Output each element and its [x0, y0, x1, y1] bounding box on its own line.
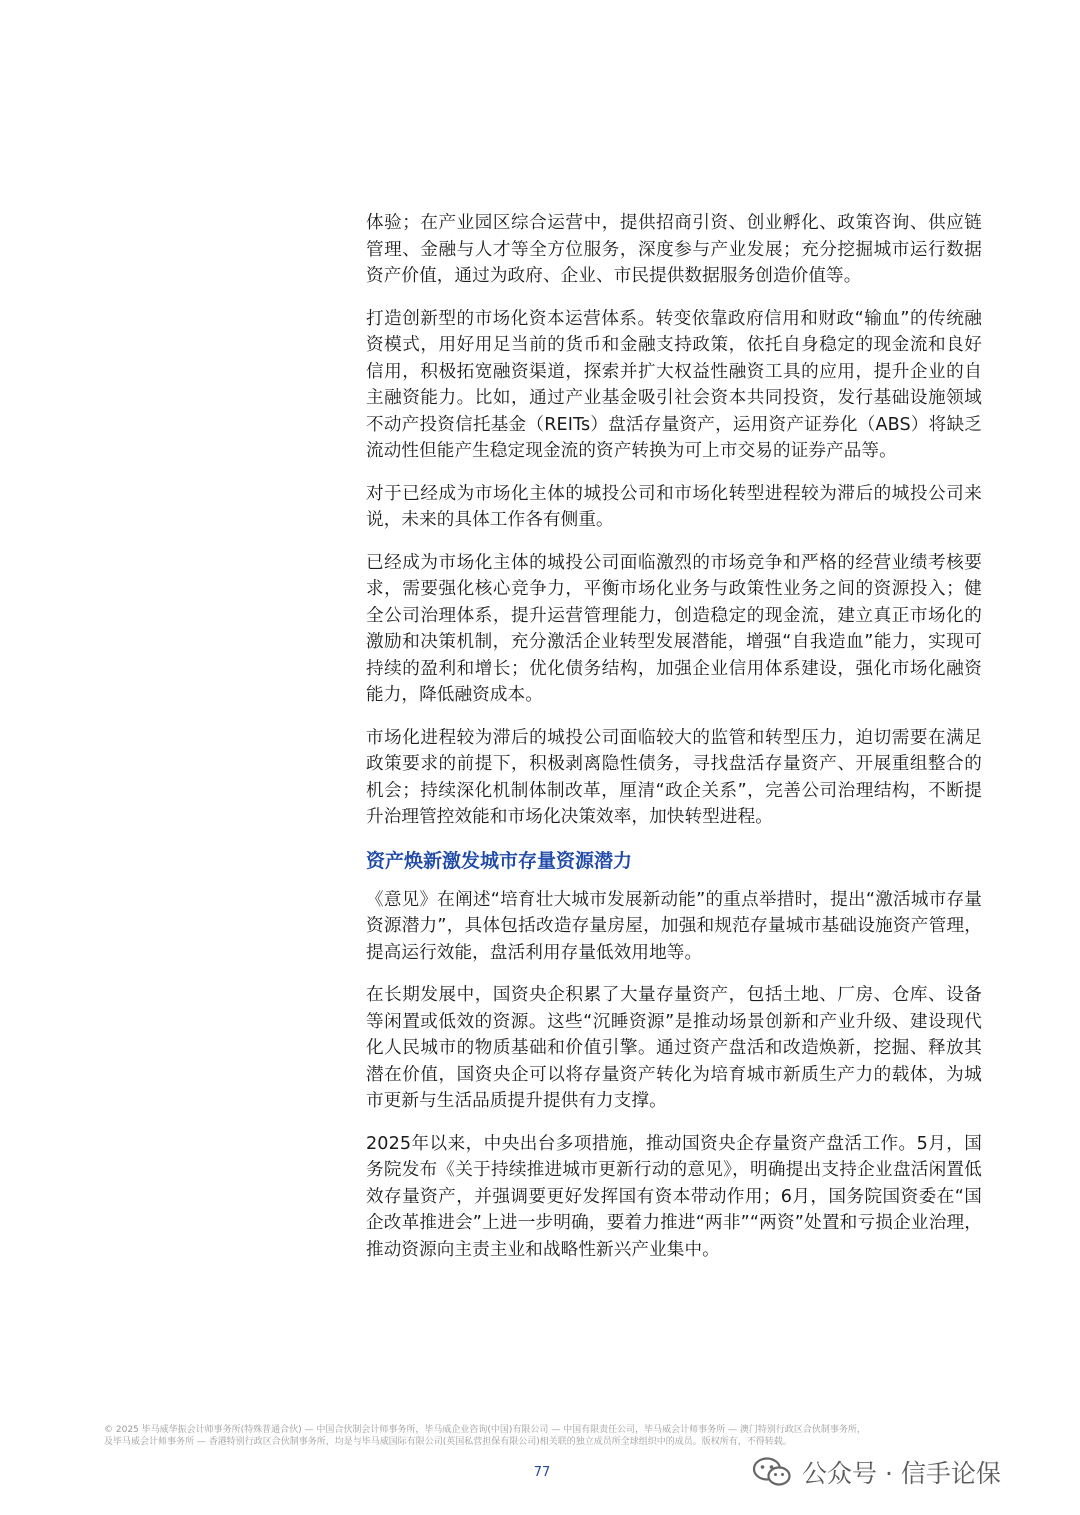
watermark-text: 公众号 · 信手论保: [802, 1459, 1001, 1488]
paragraph: 2025年以来，中央出台多项措施，推动国资央企存量资产盘活工作。5月，国务院发布《关于持续推进城市更新行动的意见》，明确提出支持企业盘活闲置低效存量资产，并强调要更好发挥国有资本带动作用；6月，国务院国资委在“国企改革推进会”上进一步明确，要着力推进“两非”“两资”处置和亏损企业治理，推动资源向主责主业和战略性新兴产业集中。: [366, 1133, 982, 1260]
paragraph: 打造创新型的市场化资本运营体系。转变依靠政府信用和财政“输血”的传统融资模式，用好用足当前的货币和金融支持政策，依托自身稳定的现金流和良好信用，积极拓宽融资渠道，探索并扩大权益性融资工具的应用，提升企业的自主融资能力。比如，通过产业基金吸引社会资本共同投资，发行基础设施领域不动产投资信托基金（REITs）盘活存量资产，运用资产证券化（ABS）将缺乏流动性但能产生稳定现金流的资产转换为可上市交易的证券产品等。: [366, 308, 982, 461]
wechat-icon: [752, 1457, 792, 1487]
watermark: [752, 1452, 1001, 1492]
footer-line: © 2025 毕马威华振会计师事务所(特殊普通合伙) — 中国合伙制会计师事务所，毕马威企业咨询(中国)有限公司 — 中国有限责任公司，毕马威会计师事务所 — 澳门特别行政区合伙制事务所，: [104, 1425, 866, 1435]
footer-line: 及毕马威会计师事务所 — 香港特别行政区合伙制事务所，均是与毕马威国际有限公司(英国私营担保有限公司)相关联的独立成员所全球组织中的成员。版权所有，不得转载。: [104, 1437, 792, 1447]
paragraph: 对于已经成为市场化主体的城投公司和市场化转型进程较为滞后的城投公司来说，未来的具体工作各有侧重。: [366, 483, 982, 530]
page-number: 77: [533, 1465, 551, 1480]
paragraph: 体验；在产业园区综合运营中，提供招商引资、创业孵化、政策咨询、供应链管理、金融与人才等全方位服务，深度参与产业发展；充分挖掘城市运行数据资产价值，通过为政府、企业、市民提供数据服务创造价值等。: [366, 213, 982, 286]
main-content: [366, 210, 982, 1279]
section-heading: 资产焕新激发城市存量资源潜力: [366, 849, 633, 872]
paragraph: 已经成为市场化主体的城投公司面临激烈的市场竞争和严格的经营业绩考核要求，需要强化核心竞争力，平衡市场化业务与政策性业务之间的资源投入；健全公司治理体系，提升运营管理能力，创造稳定的现金流，建立真正市场化的激励和决策机制，充分激活企业转型发展潜能，增强“自我造血”能力，实现可持续的盈利和增长；优化债务结构，加强企业信用体系建设，强化市场化融资能力，降低融资成本。: [366, 552, 982, 705]
paragraph: 在长期发展中，国资央企积累了大量存量资产，包括土地、厂房、仓库、设备等闲置或低效的资源。这些“沉睡资源”是推动场景创新和产业升级、建设现代化人民城市的物质基础和价值引擎。通过资产盘活和改造焕新，挖掘、释放其潜在价值，国资央企可以将存量资产转化为培育城市新质生产力的载体，为城市更新与生活品质提升提供有力支撑。: [366, 985, 982, 1111]
copyright-footer: [104, 1424, 984, 1448]
paragraph: 《意见》在阐述“培育壮大城市发展新动能”的重点举措时，提出“激活城市存量资源潜力”，具体包括改造存量房屋，加强和规范存量城市基础设施资产管理，提高运行效能，盘活利用存量低效用地等。: [366, 889, 982, 963]
paragraph: 市场化进程较为滞后的城投公司面临较大的监管和转型压力，迫切需要在满足政策要求的前提下，积极剥离隐性债务，寻找盘活存量资产、开展重组整合的机会；持续深化机制体制改革，厘清“政企关系”，完善公司治理结构，不断提升治理管控效能和市场化决策效率，加快转型进程。: [366, 727, 982, 827]
